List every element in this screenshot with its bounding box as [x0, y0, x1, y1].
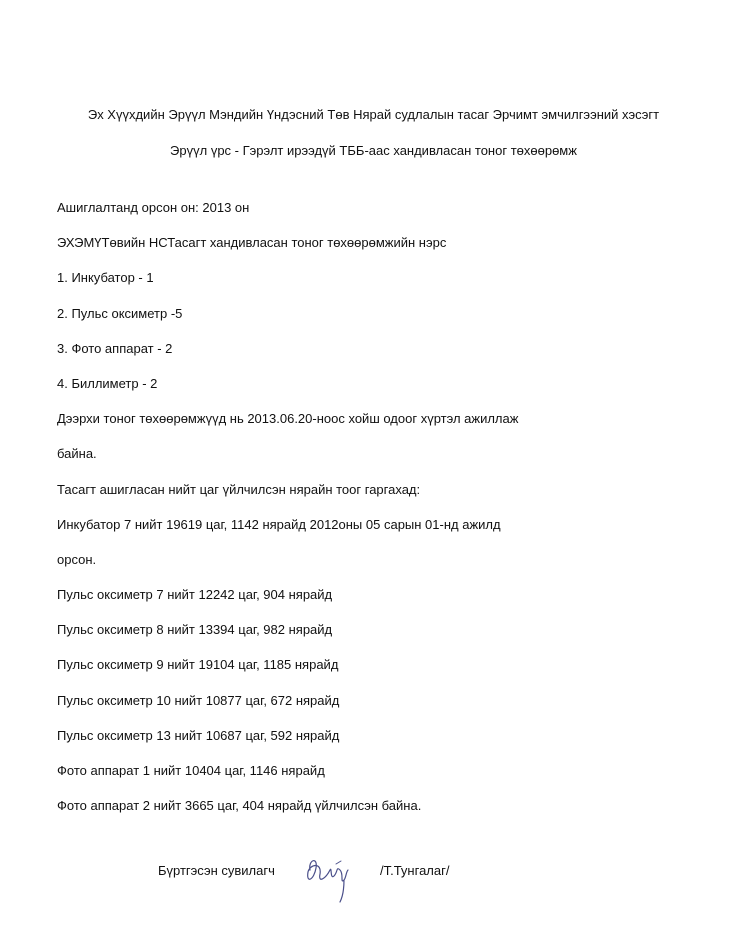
document-title: Эх Хүүхдийн Эрүүл Мэндийн Үндэсний Төв Нярай судлалын тасаг Эрчимт эмчилгээний хэсэгт [87, 107, 660, 122]
commissioning-year: Ашиглалтанд орсон он: 2013 он [57, 200, 250, 215]
usage-pulse-oximeter-13: Пульс оксиметр 13 нийт 10687 цаг, 592 нярайд [57, 727, 340, 743]
equipment-item-incubator: 1. Инкубатор - 1 [57, 270, 154, 286]
operation-statement: Дээрхи тоног төхөөрөмжүүд нь 2013.06.20-ноос хойш одоог хүртэл ажиллаж [57, 411, 519, 427]
usage-incubator-7-cont: орсон. [57, 551, 97, 567]
handwritten-signature [296, 850, 356, 906]
signature-block [0, 850, 747, 910]
document-body [57, 200, 717, 833]
equipment-list-heading: ЭХЭМҮТөвийн НСТасагт хандивласан тоног төхөөрөмжийн нэрс [57, 235, 447, 251]
usage-phototherapy-2: Фото аппарат 2 нийт 3665 цаг, 404 нярайд үйлчилсэн байна. [57, 798, 422, 814]
usage-pulse-oximeter-10: Пульс оксиметр 10 нийт 10877 цаг, 672 нярайд [57, 692, 340, 708]
equipment-item-bilimeter: 4. Биллиметр - 2 [57, 375, 158, 391]
usage-summary-heading: Тасагт ашигласан нийт цаг үйлчилсэн нярайн тоог гаргахад: [57, 481, 421, 497]
document-subtitle: Эрүүл үрс - Гэрэлт ирээдүй ТББ-аас хандивласан тоног төхөөрөмж [170, 143, 577, 158]
equipment-item-phototherapy: 3. Фото аппарат - 2 [57, 340, 173, 356]
equipment-item-pulse-oximeter: 2. Пульс оксиметр -5 [57, 305, 183, 321]
usage-incubator-7: Инкубатор 7 нийт 19619 цаг, 1142 нярайд 2012оны 05 сарын 01-нд ажилд [57, 516, 501, 532]
signer-role: Бүртгэсэн сувилагч [158, 863, 275, 878]
usage-pulse-oximeter-9: Пульс оксиметр 9 нийт 19104 цаг, 1185 нярайд [57, 657, 339, 673]
usage-phototherapy-1: Фото аппарат 1 нийт 10404 цаг, 1146 нярайд [57, 763, 325, 778]
signer-name: /Т.Тунгалаг/ [380, 863, 450, 878]
operation-statement-cont: байна. [57, 446, 97, 462]
usage-pulse-oximeter-7: Пульс оксиметр 7 нийт 12242 цаг, 904 нярайд [57, 587, 333, 603]
usage-pulse-oximeter-8: Пульс оксиметр 8 нийт 13394 цаг, 982 нярайд [57, 622, 333, 638]
